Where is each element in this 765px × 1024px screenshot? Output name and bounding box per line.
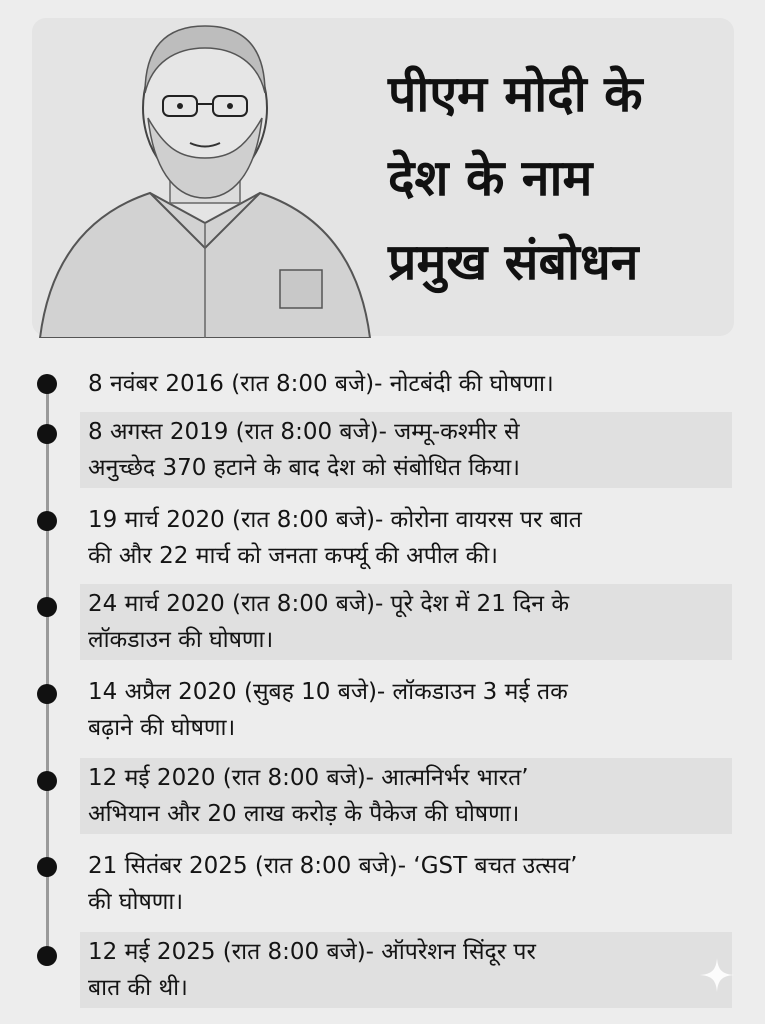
item-line: अनुच्छेद 370 हटाने के बाद देश को संबोधित किया।: [88, 455, 520, 481]
bullet-dot: [37, 857, 57, 877]
sparkle-icon: [700, 958, 734, 992]
item-line: 8 नवंबर 2016 (रात 8:00 बजे)- नोटबंदी की घोषणा।: [88, 371, 554, 397]
timeline-item: [80, 500, 732, 576]
timeline-item: [80, 364, 732, 404]
bullet-dot: [37, 424, 57, 444]
page-title: [388, 52, 718, 304]
item-line: 12 मई 2025 (रात 8:00 बजे)- ऑपरेशन सिंदूर पर: [88, 939, 536, 965]
timeline-item: [80, 584, 732, 660]
item-line: 19 मार्च 2020 (रात 8:00 बजे)- कोरोना वायरस पर बात: [88, 507, 582, 533]
item-line: 14 अप्रैल 2020 (सुबह 10 बजे)- लॉकडाउन 3 मई तक: [88, 679, 568, 705]
timeline-item: [80, 846, 732, 922]
bullet-dot: [37, 374, 57, 394]
timeline-item: [80, 932, 732, 1008]
item-line: की और 22 मार्च को जनता कर्फ्यू की अपील की।: [88, 543, 498, 569]
bullet-dot: [37, 684, 57, 704]
item-line: 21 सितंबर 2025 (रात 8:00 बजे)- ‘GST बचत उत्सव’: [88, 853, 578, 879]
timeline-item: [80, 672, 732, 748]
item-line: बात की थी।: [88, 975, 188, 1001]
bullet-dot: [37, 597, 57, 617]
timeline-item: [80, 412, 732, 488]
bullet-dot: [37, 511, 57, 531]
title-line-3: प्रमुख संबोधन: [388, 233, 639, 291]
timeline-item: [80, 758, 732, 834]
item-line: 24 मार्च 2020 (रात 8:00 बजे)- पूरे देश में 21 दिन के: [88, 591, 570, 617]
item-line: बढ़ाने की घोषणा।: [88, 715, 236, 741]
item-line: अभियान और 20 लाख करोड़ के पैकेज की घोषणा।: [88, 801, 520, 827]
item-line: की घोषणा।: [88, 889, 184, 915]
bullet-dot: [37, 771, 57, 791]
title-line-2: देश के नाम: [388, 149, 593, 207]
item-line: 8 अगस्त 2019 (रात 8:00 बजे)- जम्मू-कश्मीर से: [88, 419, 520, 445]
title-line-1: पीएम मोदी के: [388, 65, 643, 123]
portrait-sketch: [30, 8, 380, 338]
bullet-dot: [37, 946, 57, 966]
item-line: 12 मई 2020 (रात 8:00 बजे)- आत्मनिर्भर भारत’: [88, 765, 529, 791]
item-line: लॉकडाउन की घोषणा।: [88, 627, 274, 653]
